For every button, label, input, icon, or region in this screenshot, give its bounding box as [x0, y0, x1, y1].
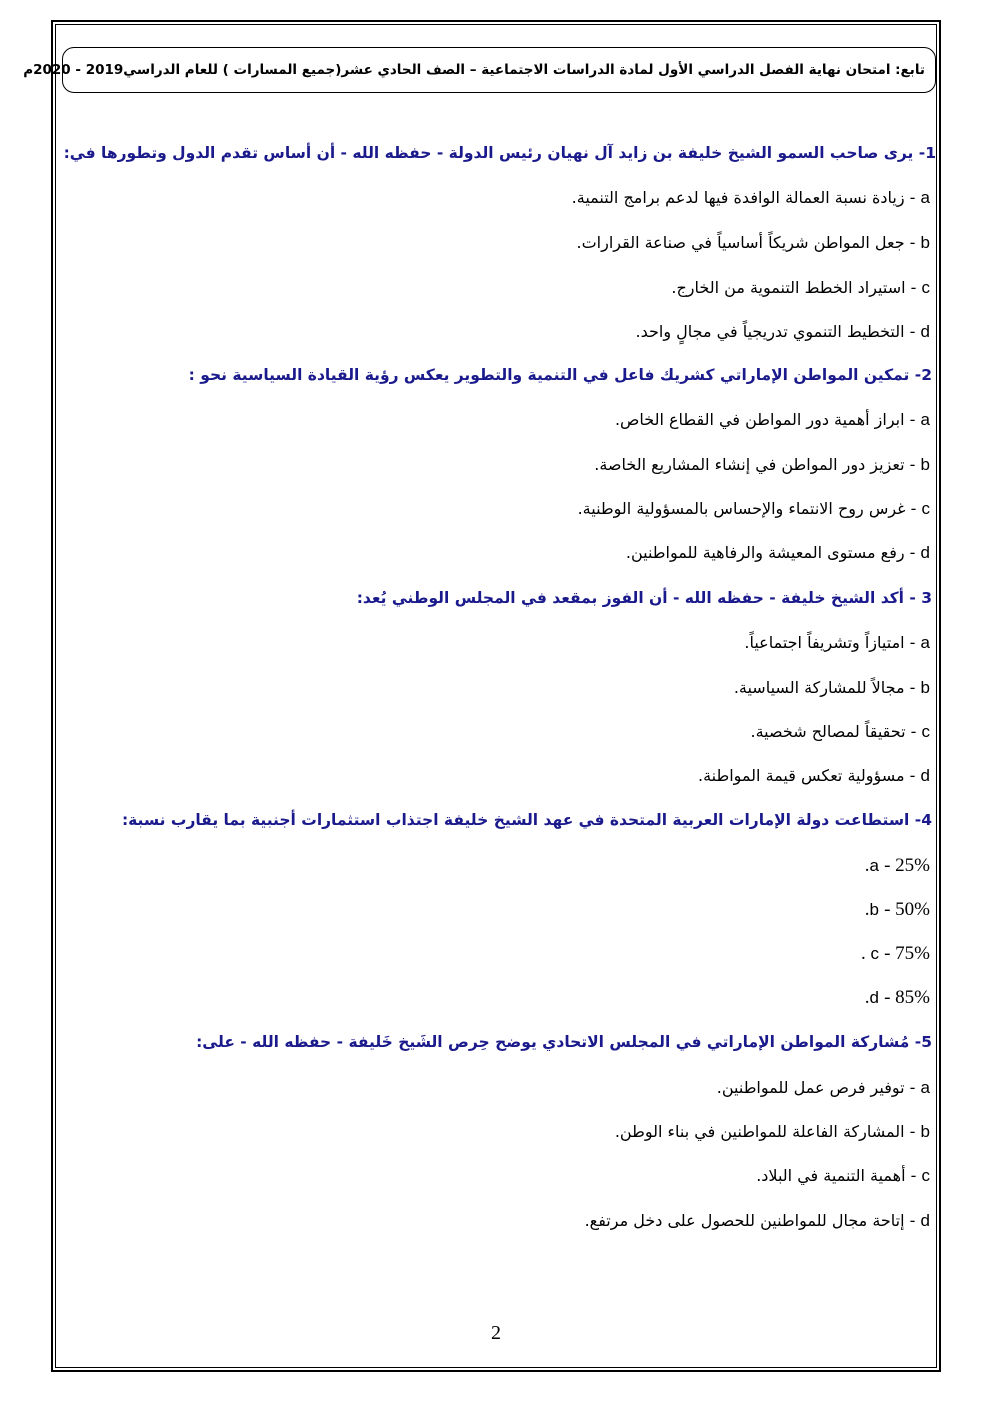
- option-letter: b: [920, 678, 930, 697]
- option-text: - امتيازاً وتشريفاً اجتماعياً.: [744, 633, 916, 652]
- question-3: 3 - أكد الشيخ خليفة - حفظه الله - أن الفوز بمقعد في المجلس الوطني يُعد:: [356, 589, 932, 607]
- option-letter: b: [869, 900, 879, 919]
- option-text: - ابراز أهمية دور المواطن في القطاع الخاص.: [614, 410, 916, 429]
- question-4-option-b: [865, 899, 930, 921]
- question-5-option-c: [756, 1166, 930, 1186]
- question-1: 1- يرى صاحب السمو الشيخ خليفة بن زايد آل نهيان رئيس الدولة - حفظه الله - أن أساس تقدم الدول وتطورها في:: [63, 144, 936, 162]
- option-letter: d: [920, 1211, 930, 1230]
- question-3-option-d: [698, 766, 930, 786]
- option-text: - غرس روح الانتماء والإحساس بالمسؤولية الوطنية.: [577, 499, 917, 518]
- question-3-option-b: [734, 678, 930, 698]
- question-4-option-c: [861, 943, 930, 965]
- question-2-option-d: [626, 543, 930, 563]
- option-letter: d: [920, 543, 930, 562]
- question-4: 4- استطاعت دولة الإمارات العربية المتحدة في عهد الشيخ خليفة اجتذاب استثمارات أجنبية بما يقارب نسبة:: [121, 811, 932, 829]
- option-letter: c: [921, 278, 930, 297]
- question-5-option-b: [615, 1122, 930, 1142]
- option-letter: a: [920, 188, 930, 207]
- option-letter: c: [870, 944, 879, 963]
- option-text: - رفع مستوى المعيشة والرفاهية للمواطنين.: [625, 543, 916, 562]
- option-letter: b: [920, 455, 930, 474]
- option-letter: c: [921, 1166, 930, 1185]
- question-2-option-c: [578, 499, 930, 519]
- question-3-option-a: [744, 633, 930, 653]
- option-text: - استيراد الخطط التنموية من الخارج.: [671, 278, 917, 297]
- question-5: 5- مُشاركة المواطن الإماراتي في المجلس الاتحادي يوضح حِرص الشَيخ خَليفة - حفظه الله - على:: [196, 1033, 932, 1051]
- option-text: - مجالاً للمشاركة السياسية.: [733, 678, 916, 697]
- option-text: - 25%.: [864, 855, 930, 876]
- option-text: - توفير فرص عمل للمواطنين.: [716, 1078, 916, 1097]
- exam-header-title: تابع: امتحان نهاية الفصل الدراسي الأول لمادة الدراسات الاجتماعية – الصف الحادي عشر(جميع المسارات ) للعام الدراسي2019 - 2020م: [23, 62, 925, 78]
- option-letter: c: [921, 499, 930, 518]
- page-number: 2: [491, 1322, 501, 1344]
- question-1-option-a: [572, 188, 930, 208]
- question-3-option-c: [751, 722, 930, 742]
- option-letter: a: [920, 410, 930, 429]
- option-text: - أهمية التنمية في البلاد.: [756, 1166, 917, 1185]
- question-1-option-b: [577, 233, 931, 253]
- option-letter: b: [920, 1122, 930, 1141]
- question-1-option-c: [671, 278, 930, 298]
- question-5-option-d: [585, 1211, 930, 1231]
- option-letter: a: [869, 856, 879, 875]
- question-5-option-a: [717, 1078, 930, 1098]
- option-text: - تعزيز دور المواطن في إنشاء المشاريع الخاصة.: [594, 455, 916, 474]
- question-2-option-a: [615, 410, 930, 430]
- option-letter: d: [920, 322, 930, 341]
- option-text: - زيادة نسبة العمالة الوافدة فيها لدعم برامج التنمية.: [571, 188, 916, 207]
- option-text: - تحقيقاً لمصالح شخصية.: [750, 722, 917, 741]
- question-2: 2- تمكين المواطن الإماراتي كشريك فاعل في التنمية والتطوير يعكس رؤية القيادة السياسية نحو :: [188, 366, 932, 384]
- option-text: - التخطيط التنموي تدريجياً في مجالٍ واحد.: [635, 322, 916, 341]
- question-4-option-d: [865, 987, 930, 1009]
- option-text: - 85%.: [864, 987, 930, 1008]
- option-text: - 50%.: [864, 899, 930, 920]
- option-text: - مسؤولية تعكس قيمة المواطنة.: [697, 766, 916, 785]
- option-letter: d: [869, 988, 879, 1007]
- exam-header: [23, 47, 936, 93]
- question-4-option-a: [865, 855, 930, 877]
- option-letter: a: [920, 1078, 930, 1097]
- option-text: - المشاركة الفاعلة للمواطنين في بناء الوطن.: [614, 1122, 916, 1141]
- option-letter: b: [920, 233, 930, 252]
- question-2-option-b: [594, 455, 930, 475]
- question-1-option-d: [636, 322, 930, 342]
- option-letter: a: [920, 633, 930, 652]
- option-text: - 75% .: [861, 943, 930, 964]
- option-letter: d: [920, 766, 930, 785]
- option-letter: c: [921, 722, 930, 741]
- option-text: - جعل المواطن شريكاً أساسياً في صناعة القرارات.: [576, 233, 916, 252]
- option-text: - إتاحة مجال للمواطنين للحصول على دخل مرتفع.: [584, 1211, 916, 1230]
